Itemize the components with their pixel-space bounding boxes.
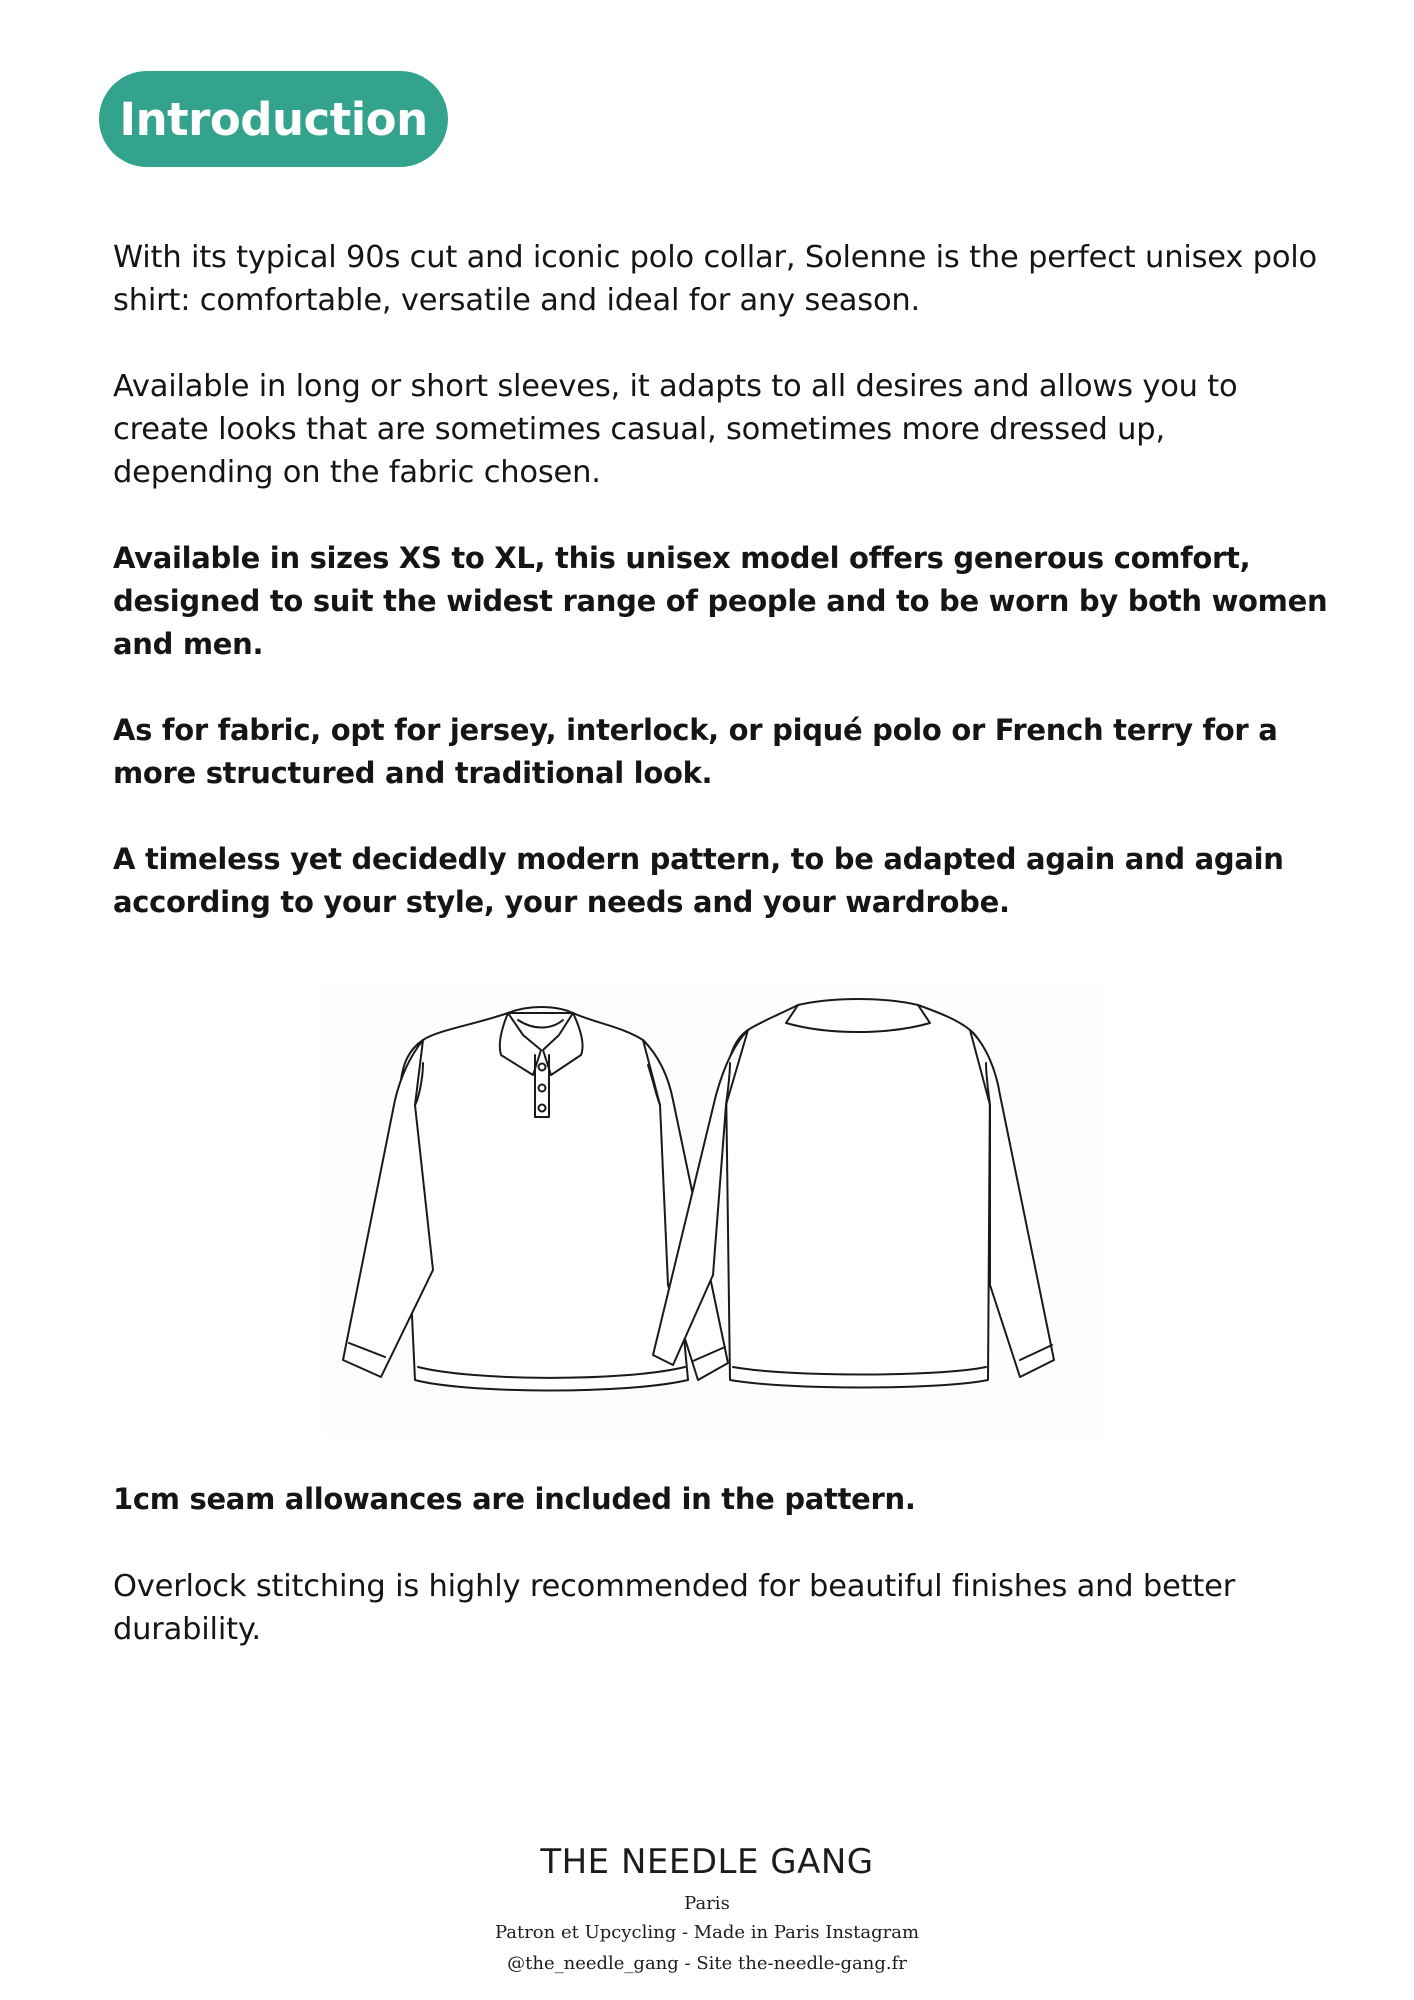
seam-allowance-note: 1cm seam allowances are included in the pattern.: [113, 1482, 916, 1516]
footer-line-1: Patron et Upcycling - Made in Paris Instagram: [494, 1922, 920, 1943]
intro-paragraph-2: Available in long or short sleeves, it adapts to all desires and allows you to create looks that are sometimes casual, sometimes more dressed up, depending on the fabric chosen.: [113, 369, 1238, 490]
fabric-paragraph: As for fabric, opt for jersey, interlock, or piqué polo or French terry for a more structured and traditional look.: [113, 713, 1278, 790]
polo-shirt-illustration: [323, 985, 1103, 1435]
brand-logo-text: THE NEEDLE GANG: [540, 1842, 874, 1882]
timeless-paragraph: A timeless yet decidedly modern pattern, to be adapted again and again according to your style, your needs and your wardrobe.: [113, 842, 1284, 919]
section-title-badge: [99, 71, 448, 167]
footer-line-2: @the_needle_gang - Site the-needle-gang.fr: [507, 1953, 907, 1974]
section-title: Introduction: [119, 92, 428, 146]
footer-city: Paris: [684, 1893, 730, 1914]
intro-paragraph-1: With its typical 90s cut and iconic polo collar, Solenne is the perfect unisex polo shirt: comfortable, versatile and ideal for any season.: [113, 240, 1318, 318]
sizes-paragraph: Available in sizes XS to XL, this unisex model offers generous comfort, designed to suit the widest range of people and to be worn by both women and men.: [113, 541, 1328, 661]
overlock-note: Overlock stitching is highly recommended for beautiful finishes and better durability.: [113, 1569, 1236, 1647]
